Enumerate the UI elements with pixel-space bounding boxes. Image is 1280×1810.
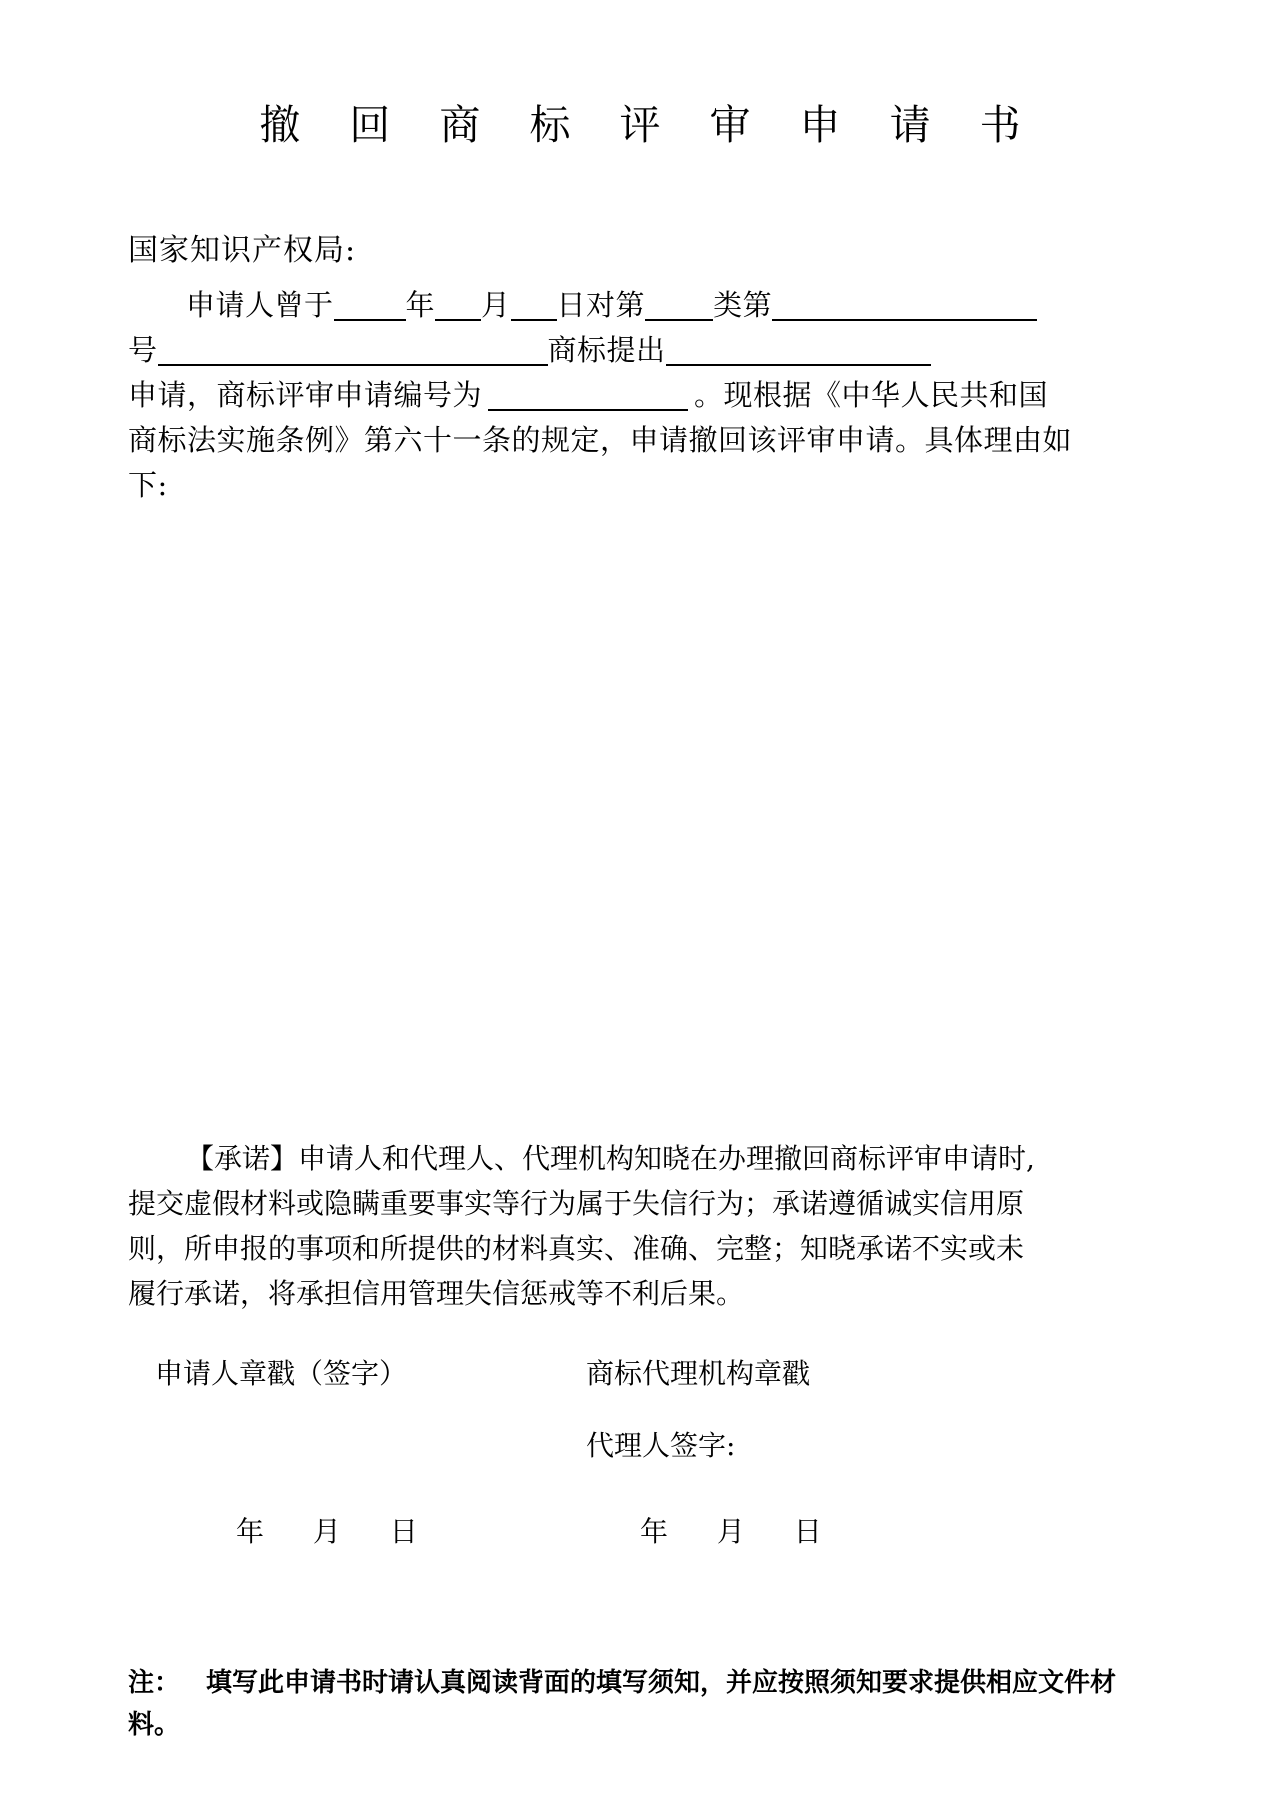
applicant-date-line[interactable]: 年 月 日 [236, 1515, 438, 1548]
page-title: 撤 回 商 标 评 审 申 请 书 [259, 101, 1039, 149]
day-label: 日对第 [556, 288, 646, 322]
commitment-paragraph [128, 1136, 1035, 1316]
request-line-4: 商标法实施条例》第六十一条的规定，申请撤回该评审申请。具体理由如 [128, 423, 1073, 457]
commitment-line-4: 履行承诺，将承担信用管理失信惩戒等不利后果。 [128, 1277, 745, 1310]
signature-section [128, 1352, 1008, 1560]
date-row [128, 1510, 1008, 1560]
class-label: 类第 [713, 288, 773, 322]
mark-filed-label: 商标提出 [547, 333, 666, 367]
month-label: 月 [481, 288, 511, 322]
agent-date-line[interactable]: 年 月 日 [640, 1515, 842, 1548]
month-blank[interactable] [435, 291, 481, 321]
commitment-line-1: 【承诺】申请人和代理人、代理机构知晓在办理撤回商标评审申请时, [186, 1142, 1035, 1175]
commitment-line-3: 则，所申报的事项和所提供的材料真实、准确、完整；知晓承诺不实或未 [128, 1232, 1025, 1265]
footer-note-label: 注： [128, 1668, 181, 1698]
day-blank[interactable] [511, 291, 557, 321]
year-label: 年 [405, 288, 436, 322]
number-label: 号 [128, 333, 158, 367]
agent-signature-label[interactable]: 代理人签字: [586, 1429, 736, 1462]
footer-note-line-2: 料。 [128, 1710, 181, 1740]
request-line-1-prefix: 申请人曾于 [186, 288, 334, 322]
request-line-3 [128, 373, 1049, 418]
case-number-suffix: 。现根据《中华人民共和国 [694, 378, 1049, 412]
registration-number-blank[interactable] [772, 291, 1037, 321]
request-line-1 [128, 283, 988, 328]
agency-seal-label[interactable]: 商标代理机构章戳 [586, 1357, 811, 1390]
agent-signature-row [128, 1424, 1008, 1474]
footer-note-line-1 [128, 1662, 1117, 1704]
addressee-line: 国家知识产权局: [128, 233, 357, 268]
mark-number-blank[interactable] [158, 336, 548, 366]
footer-note-text: 填写此申请书时请认真阅读背面的填写须知，并应按照须知要求提供相应文件材 [206, 1668, 1117, 1698]
case-number-blank[interactable] [488, 381, 688, 411]
applicant-seal-label[interactable]: 申请人章戳（签字） [155, 1357, 408, 1390]
request-paragraph [128, 283, 1073, 508]
application-type-blank[interactable] [666, 336, 931, 366]
request-line-5: 下: [128, 468, 168, 502]
request-line-2 [128, 328, 988, 373]
commitment-line-2: 提交虚假材料或隐瞒重要事实等行为属于失信行为；承诺遵循诚实信用原 [128, 1187, 1025, 1220]
seal-row [128, 1352, 1008, 1402]
class-blank[interactable] [645, 291, 713, 321]
year-blank[interactable] [334, 291, 406, 321]
case-number-prefix: 申请，商标评审申请编号为 [128, 378, 483, 412]
document-body [128, 228, 1073, 508]
footer-note [128, 1662, 1117, 1746]
